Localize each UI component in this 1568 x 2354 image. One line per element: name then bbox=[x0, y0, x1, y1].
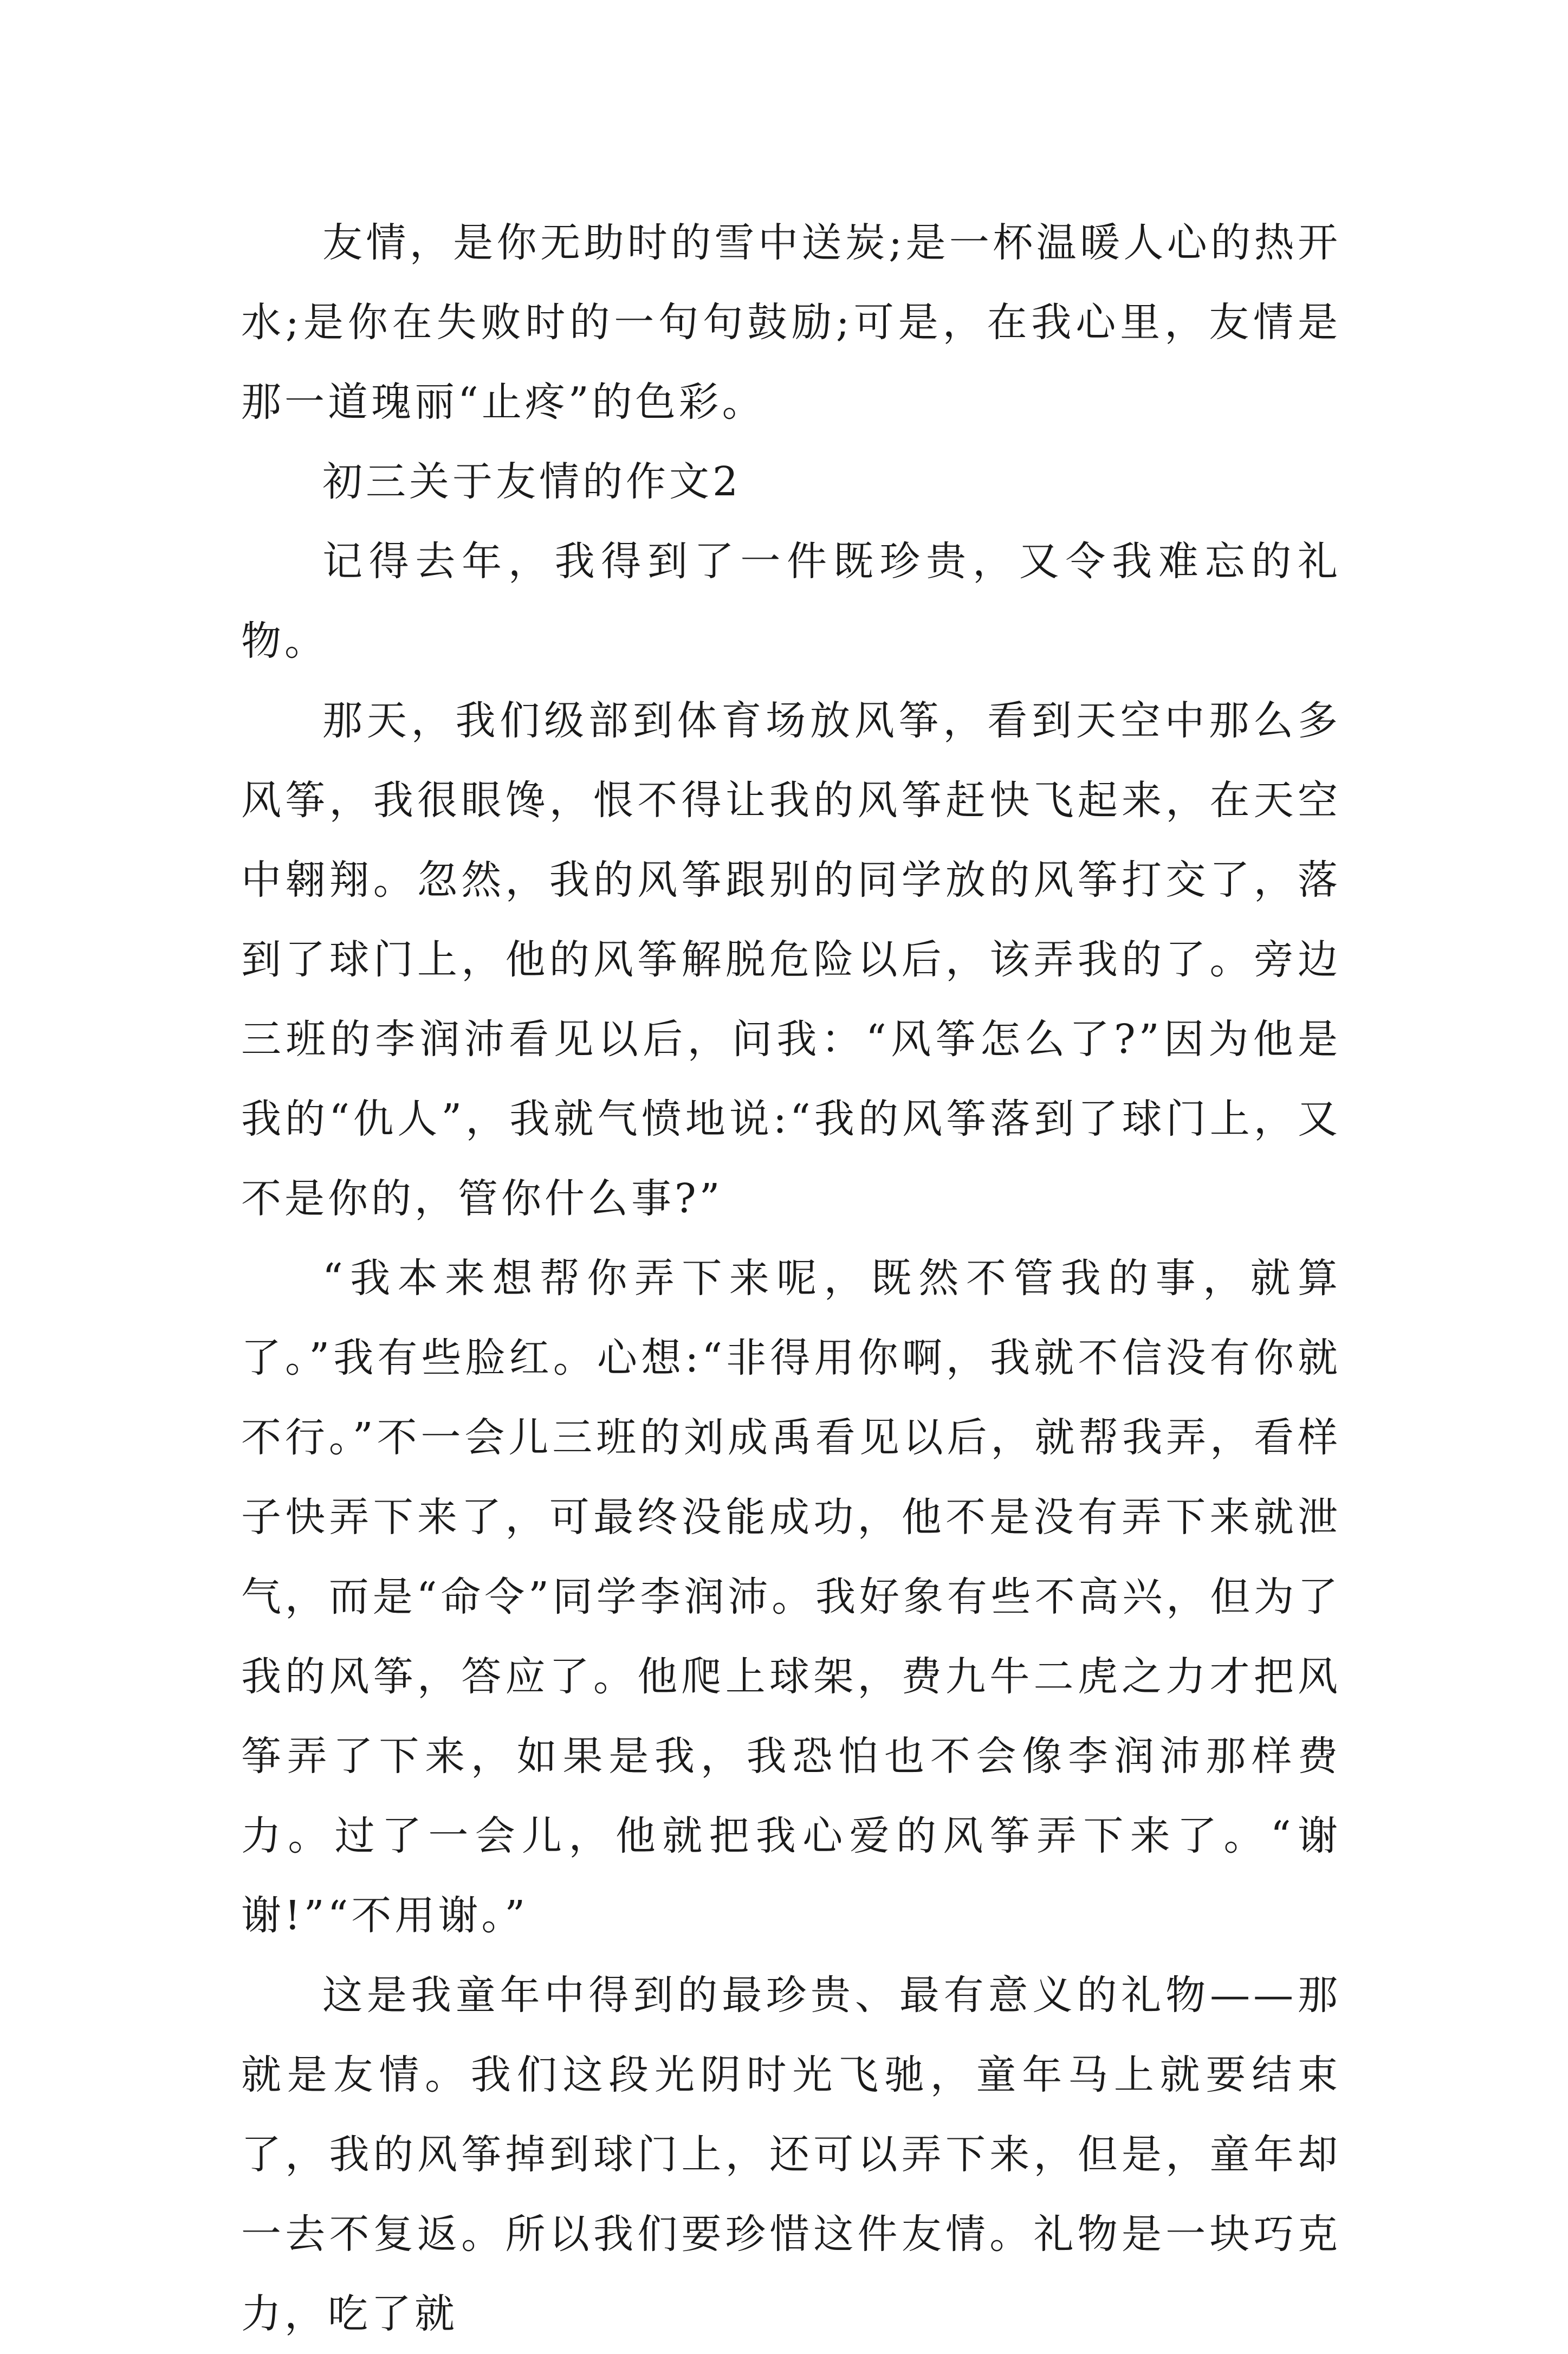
essay-title: 初三关于友情的作文2 bbox=[322, 458, 742, 505]
paragraph-friendship-intro: 友情，是你无助时的雪中送炭;是一杯温暖人心的热开水;是你在失败时的一句句鼓励;可是，在我心里，友情是那一道瑰丽“止疼”的色彩。 bbox=[241, 219, 1341, 425]
paragraph-memory: 记得去年，我得到了一件既珍贵，又令我难忘的礼物。 bbox=[241, 538, 1341, 664]
essay-body bbox=[241, 203, 1341, 2354]
paragraph-conclusion: 这是我童年中得到的最珍贵、最有意义的礼物——那就是友情。我们这段光阴时光飞驰，童年马上就要结束了，我的风筝掉到球门上，还可以弄下来，但是，童年却一去不复返。所以我们要珍惜这件友情。礼物是一块巧克力，吃了就 bbox=[241, 1972, 1341, 2337]
paragraph-dialogue: “我本来想帮你弄下来呢，既然不管我的事，就算了。”我有些脸红。心想:“非得用你啊，我就不信没有你就不行。”不一会儿三班的刘成禹看见以后，就帮我弄，看样子快弄下来了，可最终没能成功，他不是没有弄下来就泄气，而是“命令”同学李润沛。我好象有些不高兴，但为了我的风筝，答应了。他爬上球架，费九牛二虎之力才把风筝弄了下来，如果是我，我恐怕也不会像李润沛那样费力。过了一会儿，他就把我心爱的风筝弄下来了。“谢谢!”“不用谢。” bbox=[241, 1255, 1341, 1939]
paragraph-kite-story: 那天，我们级部到体育场放风筝，看到天空中那么多风筝，我很眼馋，恨不得让我的风筝赶快飞起来，在天空中翱翔。忽然，我的风筝跟别的同学放的风筝打交了，落到了球门上，他的风筝解脱危险以后，该弄我的了。旁边三班的李润沛看见以后，问我：“风筝怎么了?”因为他是我的“仇人”，我就气愤地说:“我的风筝落到了球门上，又不是你的，管你什么事?” bbox=[241, 697, 1341, 1222]
